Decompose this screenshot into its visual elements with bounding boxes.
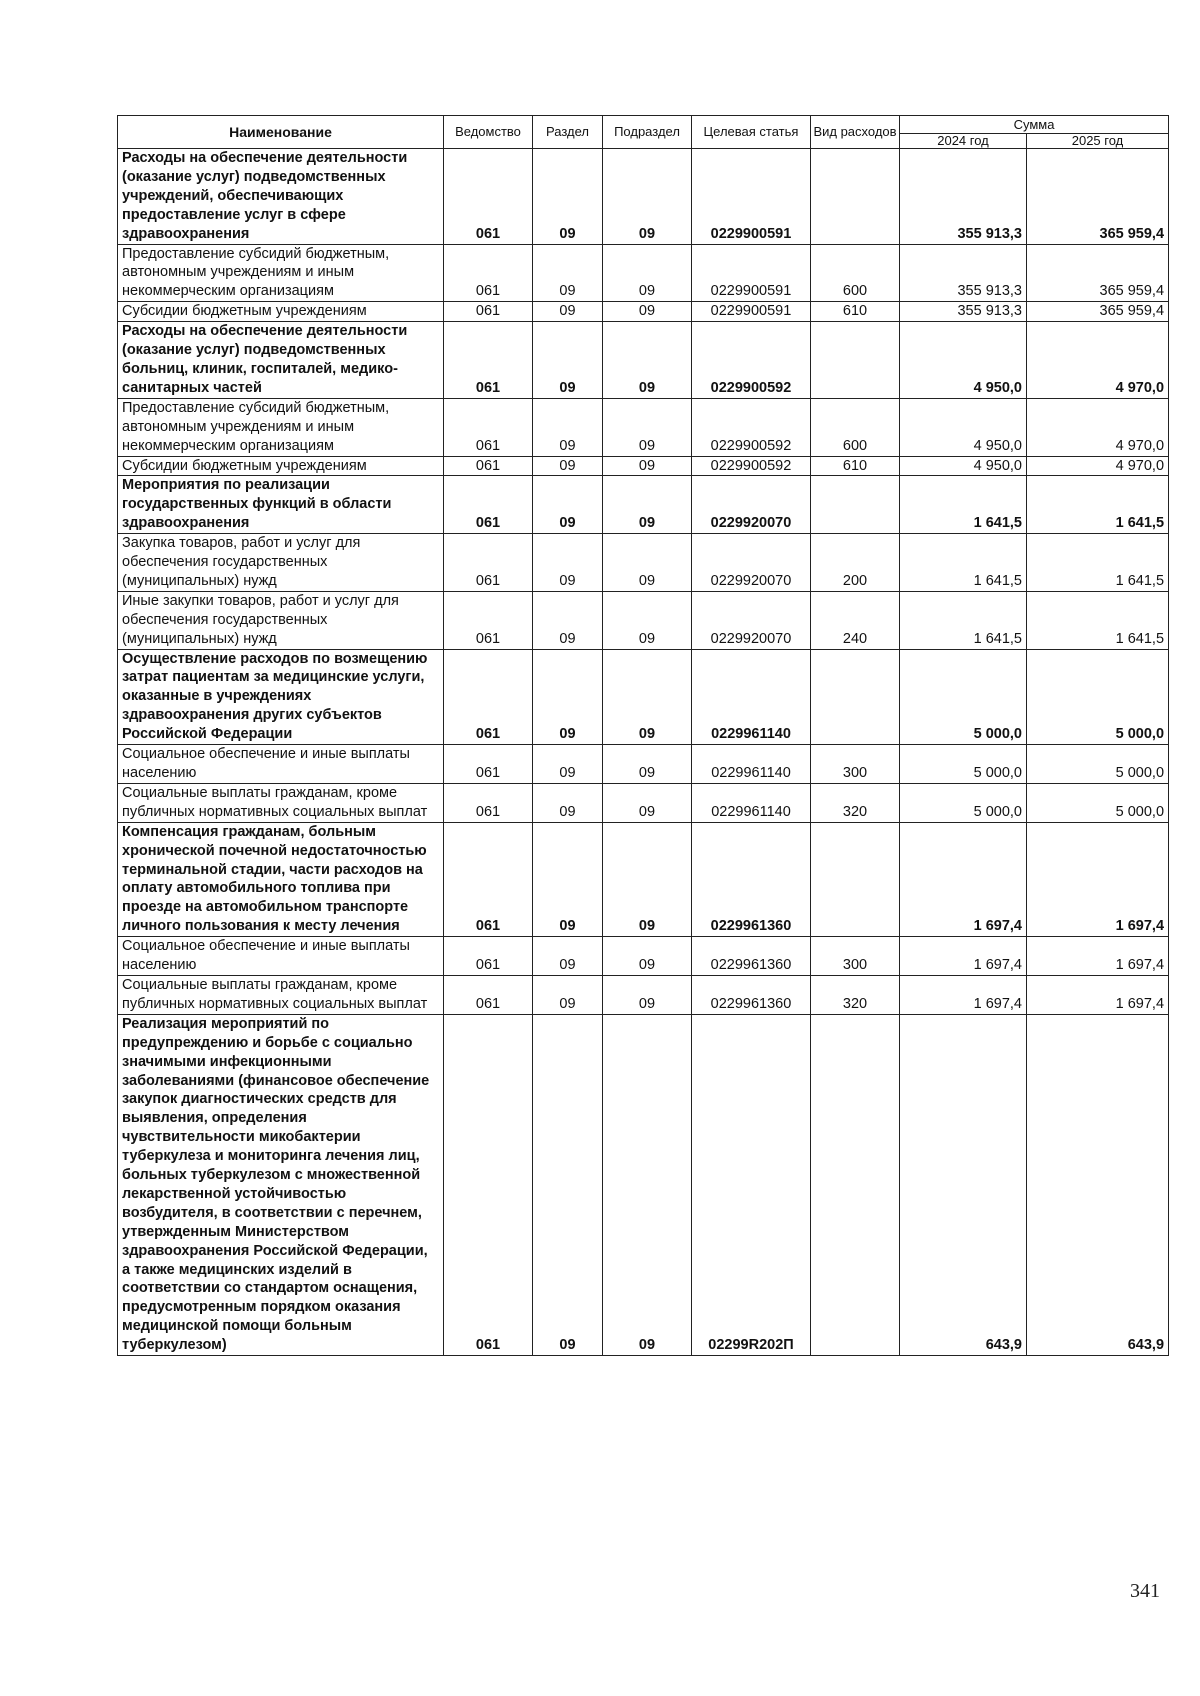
cell-vid: 600 <box>811 244 900 302</box>
cell-y2025: 5 000,0 <box>1027 783 1169 822</box>
cell-y2024: 355 913,3 <box>900 302 1027 322</box>
cell-y2025: 1 641,5 <box>1027 591 1169 649</box>
cell-ved: 061 <box>444 591 533 649</box>
table-row <box>118 783 1169 822</box>
header-2025: 2025 год <box>1027 134 1169 149</box>
cell-name: Социальное обеспечение и иные выплаты населению <box>118 937 444 976</box>
cell-vid: 320 <box>811 783 900 822</box>
cell-podr: 09 <box>603 244 692 302</box>
cell-podr: 09 <box>603 456 692 476</box>
cell-podr: 09 <box>603 1014 692 1355</box>
cell-podr: 09 <box>603 149 692 245</box>
cell-razd: 09 <box>533 149 603 245</box>
cell-vid: 300 <box>811 745 900 784</box>
cell-y2024: 4 950,0 <box>900 322 1027 399</box>
cell-name: Расходы на обеспечение деятельности (оказание услуг) подведомственных больниц, клиник, госпиталей, медико-санитарных частей <box>118 322 444 399</box>
cell-ved: 061 <box>444 975 533 1014</box>
cell-y2025: 365 959,4 <box>1027 244 1169 302</box>
cell-razd: 09 <box>533 937 603 976</box>
cell-podr: 09 <box>603 591 692 649</box>
cell-target: 0229920070 <box>692 534 811 592</box>
cell-podr: 09 <box>603 476 692 534</box>
cell-razd: 09 <box>533 745 603 784</box>
cell-y2025: 1 697,4 <box>1027 822 1169 936</box>
cell-name: Субсидии бюджетным учреждениям <box>118 456 444 476</box>
cell-target: 0229900591 <box>692 244 811 302</box>
cell-y2025: 4 970,0 <box>1027 322 1169 399</box>
cell-name: Расходы на обеспечение деятельности (оказание услуг) подведомственных учреждений, обеспечивающих предоставление услуг в сфере здравоохранения <box>118 149 444 245</box>
page-number: 341 <box>1130 1580 1160 1602</box>
cell-name: Компенсация гражданам, больным хронической почечной недостаточностью терминальной стадии, части расходов на оплату автомобильного топлива при проезде на автомобильном транспорте личного пользования к месту лечения <box>118 822 444 936</box>
cell-y2025: 4 970,0 <box>1027 456 1169 476</box>
cell-target: 0229961360 <box>692 822 811 936</box>
cell-razd: 09 <box>533 975 603 1014</box>
cell-vid: 610 <box>811 456 900 476</box>
cell-ved: 061 <box>444 322 533 399</box>
cell-name: Социальные выплаты гражданам, кроме публичных нормативных социальных выплат <box>118 783 444 822</box>
cell-vid <box>811 822 900 936</box>
cell-name: Субсидии бюджетным учреждениям <box>118 302 444 322</box>
cell-podr: 09 <box>603 649 692 745</box>
cell-name: Закупка товаров, работ и услуг для обеспечения государственных (муниципальных) нужд <box>118 534 444 592</box>
cell-y2025: 1 697,4 <box>1027 937 1169 976</box>
cell-name: Социальное обеспечение и иные выплаты населению <box>118 745 444 784</box>
cell-name: Мероприятия по реализации государственных функций в области здравоохранения <box>118 476 444 534</box>
cell-target: 0229900592 <box>692 322 811 399</box>
cell-target: 0229920070 <box>692 591 811 649</box>
cell-y2025: 643,9 <box>1027 1014 1169 1355</box>
cell-podr: 09 <box>603 822 692 936</box>
cell-podr: 09 <box>603 783 692 822</box>
cell-target: 02299R202П <box>692 1014 811 1355</box>
cell-y2024: 355 913,3 <box>900 149 1027 245</box>
cell-y2025: 1 697,4 <box>1027 975 1169 1014</box>
cell-y2025: 5 000,0 <box>1027 649 1169 745</box>
cell-ved: 061 <box>444 783 533 822</box>
cell-y2024: 1 697,4 <box>900 975 1027 1014</box>
cell-y2024: 5 000,0 <box>900 783 1027 822</box>
cell-ved: 061 <box>444 398 533 456</box>
cell-ved: 061 <box>444 745 533 784</box>
cell-y2025: 1 641,5 <box>1027 534 1169 592</box>
table-row <box>118 149 1169 245</box>
cell-vid <box>811 322 900 399</box>
table-row <box>118 476 1169 534</box>
table-row <box>118 244 1169 302</box>
cell-name: Предоставление субсидий бюджетным, автономным учреждениям и иным некоммерческим организациям <box>118 244 444 302</box>
cell-razd: 09 <box>533 244 603 302</box>
cell-podr: 09 <box>603 534 692 592</box>
cell-vid: 320 <box>811 975 900 1014</box>
table-row <box>118 822 1169 936</box>
header-target: Целевая статья <box>692 116 811 149</box>
table-row <box>118 975 1169 1014</box>
table-row <box>118 534 1169 592</box>
header-name: Наименование <box>118 116 444 149</box>
cell-razd: 09 <box>533 783 603 822</box>
cell-y2025: 4 970,0 <box>1027 398 1169 456</box>
cell-podr: 09 <box>603 745 692 784</box>
cell-podr: 09 <box>603 302 692 322</box>
cell-ved: 061 <box>444 937 533 976</box>
cell-vid <box>811 149 900 245</box>
table-row <box>118 649 1169 745</box>
cell-razd: 09 <box>533 322 603 399</box>
cell-vid <box>811 649 900 745</box>
cell-razd: 09 <box>533 649 603 745</box>
cell-name: Социальные выплаты гражданам, кроме публичных нормативных социальных выплат <box>118 975 444 1014</box>
header-razdel: Раздел <box>533 116 603 149</box>
cell-y2024: 1 641,5 <box>900 534 1027 592</box>
cell-razd: 09 <box>533 534 603 592</box>
cell-target: 0229920070 <box>692 476 811 534</box>
cell-razd: 09 <box>533 476 603 534</box>
header-podrazdel: Подраздел <box>603 116 692 149</box>
cell-ved: 061 <box>444 456 533 476</box>
cell-target: 0229961140 <box>692 649 811 745</box>
cell-target: 0229900592 <box>692 398 811 456</box>
cell-vid: 600 <box>811 398 900 456</box>
cell-y2025: 5 000,0 <box>1027 745 1169 784</box>
cell-vid <box>811 476 900 534</box>
table-row <box>118 937 1169 976</box>
cell-vid: 240 <box>811 591 900 649</box>
header-vedomstvo: Ведомство <box>444 116 533 149</box>
cell-razd: 09 <box>533 456 603 476</box>
cell-vid: 610 <box>811 302 900 322</box>
cell-y2024: 1 641,5 <box>900 591 1027 649</box>
cell-target: 0229900591 <box>692 149 811 245</box>
table-row <box>118 745 1169 784</box>
header-summa: Сумма <box>900 116 1169 134</box>
cell-vid: 300 <box>811 937 900 976</box>
table-row <box>118 398 1169 456</box>
cell-y2024: 5 000,0 <box>900 649 1027 745</box>
cell-ved: 061 <box>444 149 533 245</box>
table-row <box>118 1014 1169 1355</box>
cell-target: 0229900592 <box>692 456 811 476</box>
cell-vid: 200 <box>811 534 900 592</box>
cell-target: 0229961140 <box>692 745 811 784</box>
cell-razd: 09 <box>533 302 603 322</box>
cell-ved: 061 <box>444 822 533 936</box>
cell-name: Предоставление субсидий бюджетным, автономным учреждениям и иным некоммерческим организациям <box>118 398 444 456</box>
cell-razd: 09 <box>533 591 603 649</box>
budget-table <box>117 115 1169 1356</box>
header-vid: Вид расходов <box>811 116 900 149</box>
cell-y2024: 4 950,0 <box>900 456 1027 476</box>
cell-y2024: 1 697,4 <box>900 822 1027 936</box>
cell-y2025: 365 959,4 <box>1027 149 1169 245</box>
table-row <box>118 591 1169 649</box>
cell-podr: 09 <box>603 975 692 1014</box>
cell-ved: 061 <box>444 1014 533 1355</box>
cell-target: 0229961360 <box>692 975 811 1014</box>
cell-ved: 061 <box>444 649 533 745</box>
cell-razd: 09 <box>533 398 603 456</box>
cell-podr: 09 <box>603 322 692 399</box>
cell-y2024: 5 000,0 <box>900 745 1027 784</box>
cell-razd: 09 <box>533 1014 603 1355</box>
table-body <box>118 149 1169 1356</box>
table-row <box>118 456 1169 476</box>
cell-name: Иные закупки товаров, работ и услуг для обеспечения государственных (муниципальных) нужд <box>118 591 444 649</box>
table-header <box>118 116 1169 149</box>
cell-y2024: 643,9 <box>900 1014 1027 1355</box>
cell-podr: 09 <box>603 398 692 456</box>
cell-target: 0229900591 <box>692 302 811 322</box>
cell-ved: 061 <box>444 476 533 534</box>
cell-target: 0229961360 <box>692 937 811 976</box>
cell-y2025: 1 641,5 <box>1027 476 1169 534</box>
table-row <box>118 302 1169 322</box>
cell-y2024: 1 697,4 <box>900 937 1027 976</box>
cell-name: Реализация мероприятий по предупреждению и борьбе с социально значимыми инфекционными заболеваниями (финансовое обеспечение закупок диагностических средств для выявления, определения чувствительности микобактерии туберкулеза и мониторинга лечения лиц, больных туберкулезом с множественной лекарственной устойчивостью возбудителя, в соответствии с перечнем, утвержденным Министерством здравоохранения Российской Федерации, а также медицинских изделий в соответствии со стандартом оснащения, предусмотренным порядком оказания медицинской помощи больным туберкулезом) <box>118 1014 444 1355</box>
cell-razd: 09 <box>533 822 603 936</box>
cell-target: 0229961140 <box>692 783 811 822</box>
cell-name: Осуществление расходов по возмещению затрат пациентам за медицинские услуги, оказанные в учреждениях здравоохранения других субъектов Российской Федерации <box>118 649 444 745</box>
cell-ved: 061 <box>444 302 533 322</box>
cell-vid <box>811 1014 900 1355</box>
cell-y2024: 1 641,5 <box>900 476 1027 534</box>
cell-podr: 09 <box>603 937 692 976</box>
cell-ved: 061 <box>444 534 533 592</box>
header-2024: 2024 год <box>900 134 1027 149</box>
cell-y2025: 365 959,4 <box>1027 302 1169 322</box>
cell-ved: 061 <box>444 244 533 302</box>
table-row <box>118 322 1169 399</box>
cell-y2024: 355 913,3 <box>900 244 1027 302</box>
cell-y2024: 4 950,0 <box>900 398 1027 456</box>
